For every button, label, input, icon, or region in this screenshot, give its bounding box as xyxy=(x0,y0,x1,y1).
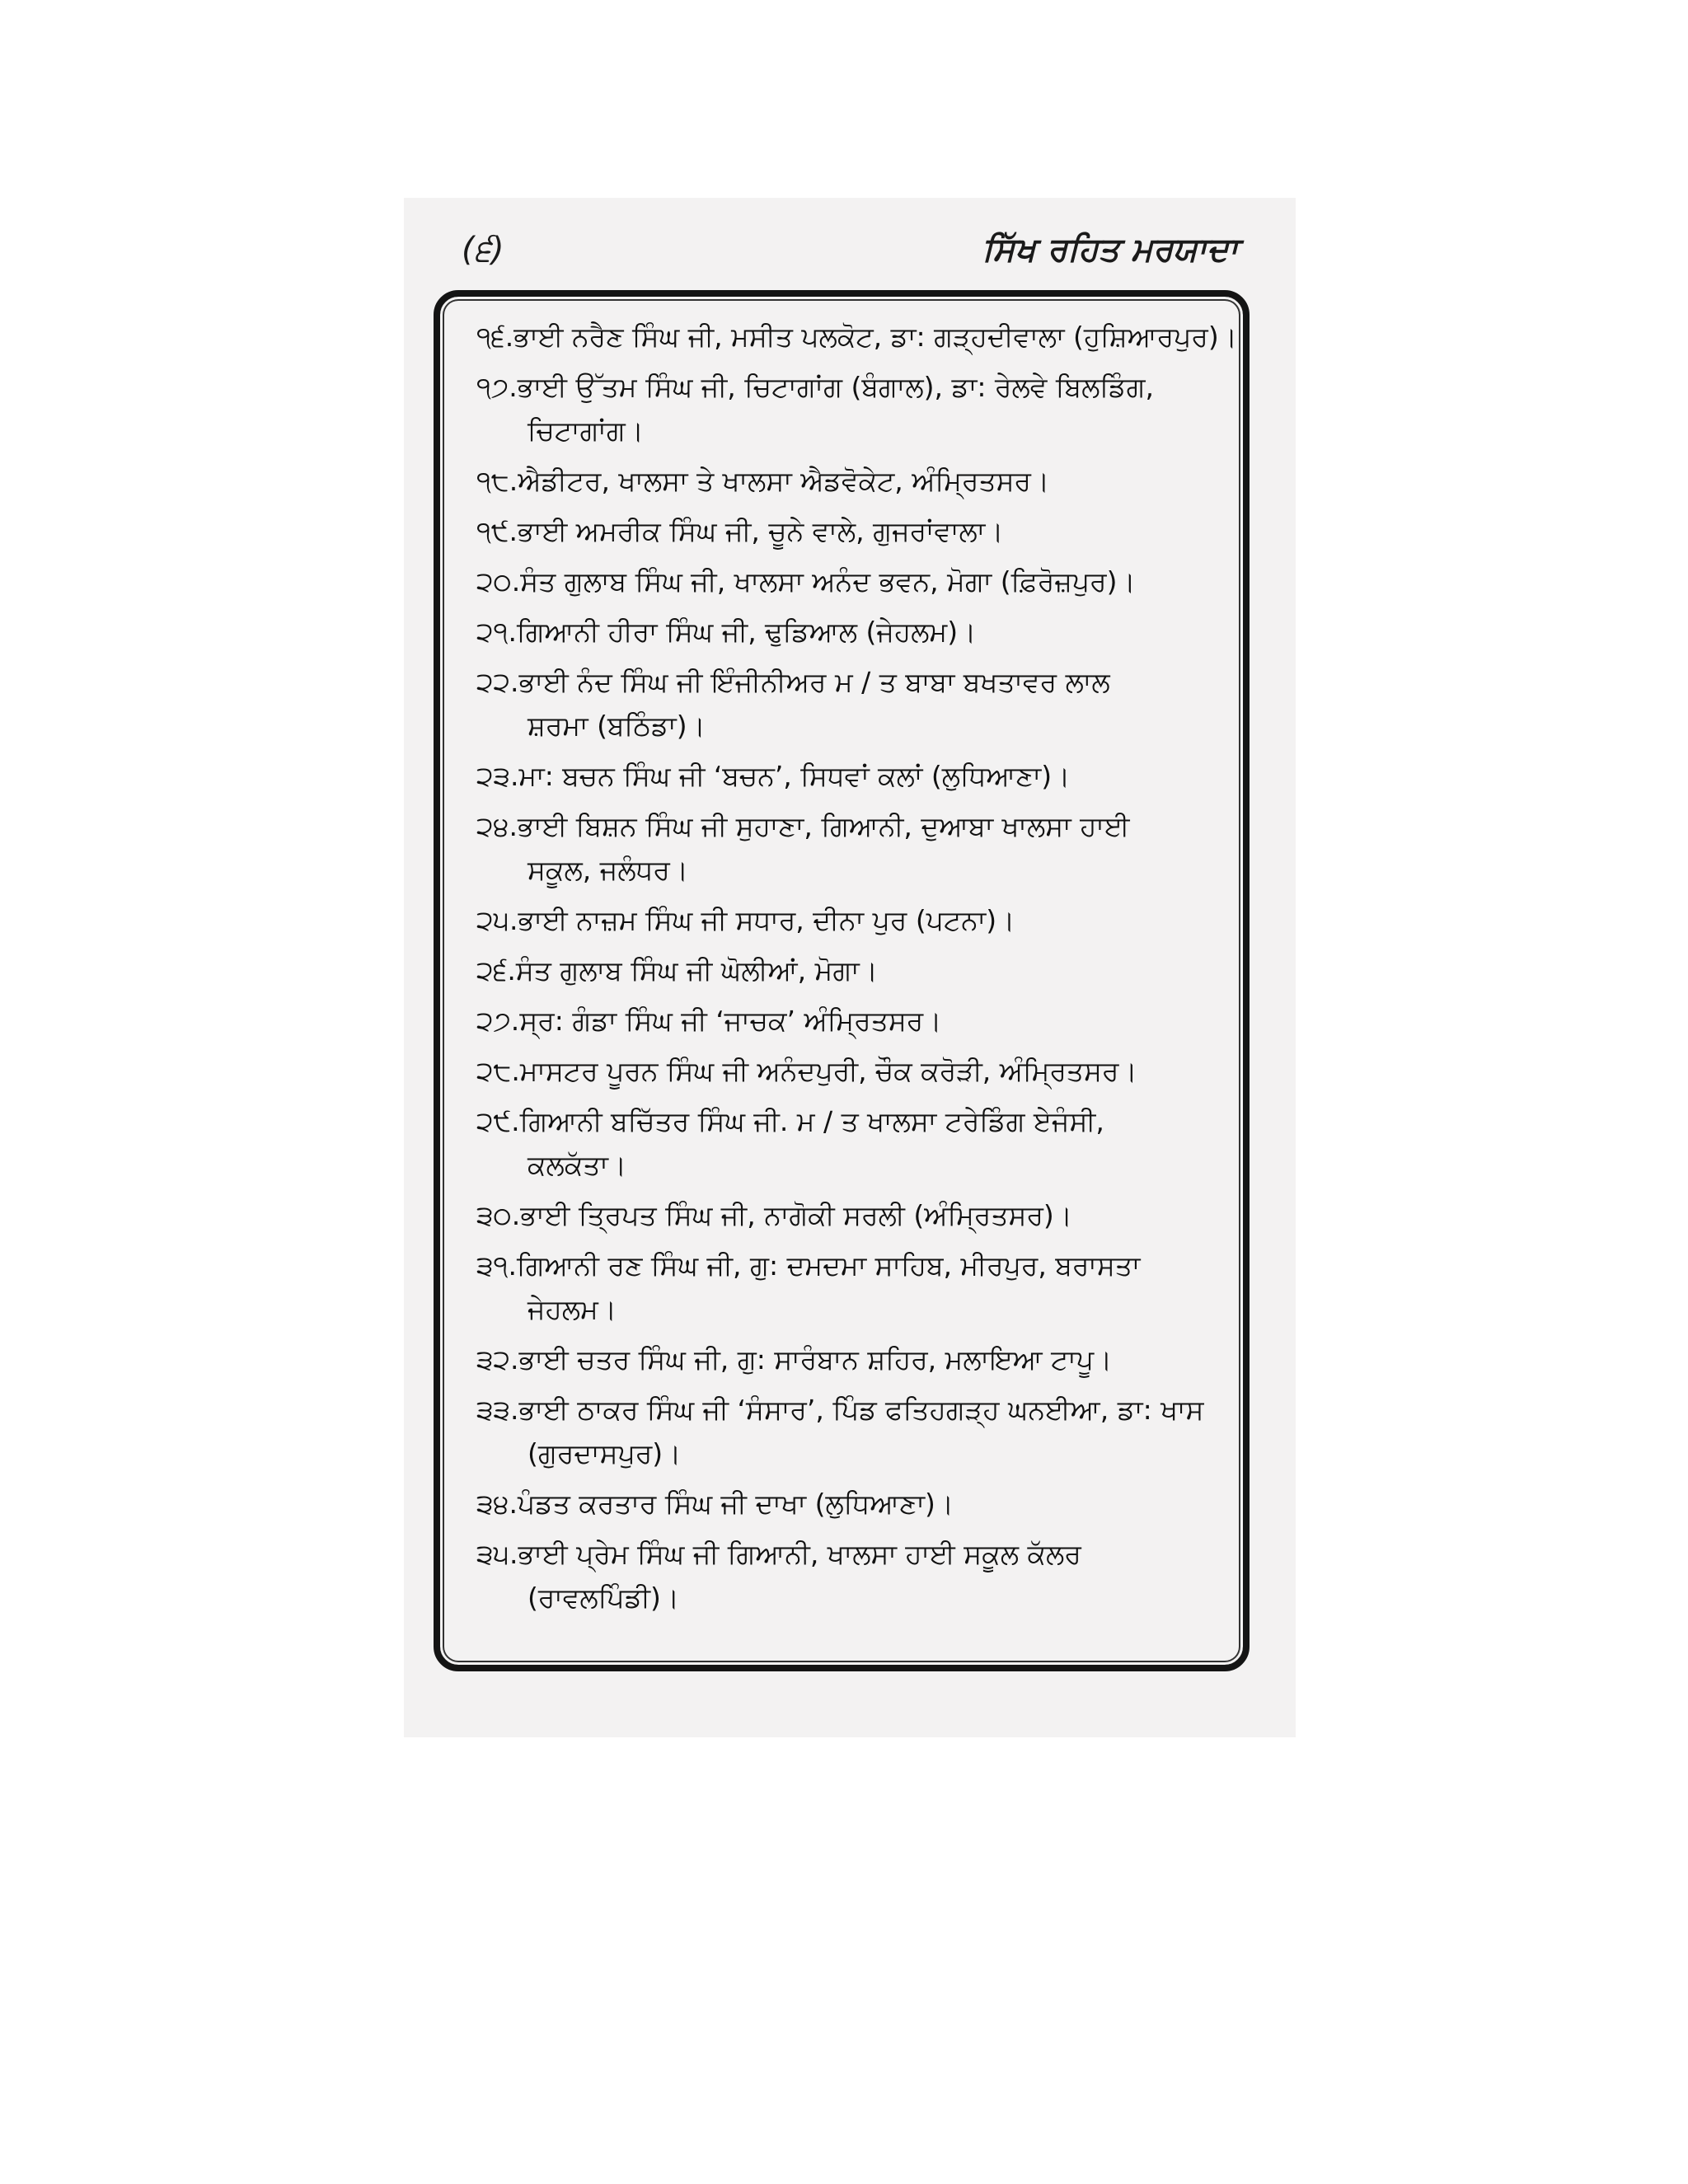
list-item-continuation: (ਗੁਰਦਾਸਪੁਰ)। xyxy=(528,1437,682,1469)
list-item-number: ੩੨. xyxy=(476,1343,519,1376)
list-item-number: ੨੭. xyxy=(476,1005,520,1037)
list-item-text: ਭਾਈ ਨੰਦ ਸਿੰਘ ਜੀ ਇੰਜੀਨੀਅਰ ਮ / ਤ ਬਾਬਾ ਬਖਤਾਵਰ ਲਾਲ xyxy=(518,666,1110,698)
list-item-text: ਭਾਈ ਅਮਰੀਕ ਸਿੰਘ ਜੀ, ਚੂਨੇ ਵਾਲੇ, ਗੁਜਰਾਂਵਾਲਾ। xyxy=(518,515,1004,547)
list-item-number: ੨੯. xyxy=(476,1105,520,1137)
list-item xyxy=(476,1532,1218,1619)
list-item-number: ੩੩. xyxy=(476,1394,519,1426)
list-item-text: ਗਿਆਨੀ ਬਚਿੱਤਰ ਸਿੰਘ ਜੀ. ਮ / ਤ ਖਾਲਸਾ ਟਰੇਡਿੰਗ ਏਜੰਸੀ, xyxy=(519,1105,1104,1137)
list-item-number: ੨੫. xyxy=(476,904,518,936)
list-item-text: ਸੰਤ ਗੁਲਾਬ ਸਿੰਘ ਜੀ, ਖਾਲਸਾ ਅਨੰਦ ਭਵਨ, ਮੋਗਾ (ਫ਼ਿਰੋਜ਼ਪੁਰ)। xyxy=(520,565,1136,598)
list-item xyxy=(476,1049,1218,1093)
list-item xyxy=(476,1338,1218,1381)
list-item-continuation: ਜੇਹਲਮ। xyxy=(528,1293,617,1325)
list-item-text: ਐਡੀਟਰ, ਖਾਲਸਾ ਤੇ ਖਾਲਸਾ ਐਡਵੋਕੇਟ, ਅੰਮ੍ਰਿਤਸਰ। xyxy=(518,465,1050,497)
list-item-continuation: ਸ਼ਰਮਾ (ਬਠਿੰਡਾ)। xyxy=(528,710,706,742)
list-item xyxy=(476,1099,1218,1187)
scanned-page xyxy=(404,198,1296,1737)
list-item xyxy=(476,949,1218,992)
list-item-text: ਸ੍ਰ: ਗੰਡਾ ਸਿੰਘ ਜੀ ‘ਜਾਚਕ’ ਅੰਮ੍ਰਿਤਸਰ। xyxy=(519,1005,942,1037)
list-item-text: ਭਾਈ ਨਾਜ਼ਮ ਸਿੰਘ ਜੀ ਸਧਾਰ, ਦੀਨਾ ਪੁਰ (ਪਟਨਾ)। xyxy=(518,904,1015,936)
list-item-number: ੩੫. xyxy=(476,1538,518,1570)
list-item-continuation: ਕਲਕੱਤਾ। xyxy=(528,1149,627,1181)
list-item-text: ਭਾਈ ਨਰੈਣ ਸਿੰਘ ਜੀ, ਮਸੀਤ ਪਲਕੋਟ, ਡਾ: ਗੜ੍ਹਦੀਵਾਲਾ (ਹੁਸ਼ਿਆਰਪੁਰ)। xyxy=(513,321,1237,353)
list-item xyxy=(476,610,1218,654)
list-item-number: ੧੮. xyxy=(476,465,518,497)
list-item xyxy=(476,660,1218,748)
list-item-text: ਭਾਈ ਠਾਕਰ ਸਿੰਘ ਜੀ ‘ਸੰਸਾਰ’, ਪਿੰਡ ਫਤਿਹਗੜ੍ਹ ਘਨਈਆ, ਡਾ: ਖਾਸ xyxy=(518,1394,1204,1426)
list-item-continuation: ਚਿਟਾਗਾਂਗ। xyxy=(528,415,644,447)
page-header xyxy=(462,231,1238,280)
list-item-text: ਮਾ: ਬਚਨ ਸਿੰਘ ਜੀ ‘ਬਚਨ’, ਸਿਧਵਾਂ ਕਲਾਂ (ਲੁਧਿਆਣਾ)। xyxy=(518,760,1071,792)
list-item-number: ੩੦. xyxy=(476,1199,521,1231)
list-item xyxy=(476,509,1218,553)
list-item xyxy=(476,1193,1218,1237)
list-item-text: ਭਾਈ ਪ੍ਰੇਮ ਸਿੰਘ ਜੀ ਗਿਆਨੀ, ਖਾਲਸਾ ਹਾਈ ਸਕੂਲ ਕੱਲਰ xyxy=(518,1538,1081,1570)
running-title: ਸਿੱਖ ਰਹਿਤ ਮਰਯਾਦਾ xyxy=(982,231,1238,269)
list-item-text: ਗਿਆਨੀ ਹੀਰਾ ਸਿੰਘ ਜੀ, ਢੁਡਿਆਲ (ਜੇਹਲਮ)। xyxy=(516,616,977,648)
list-item-text: ਸੰਤ ਗੁਲਾਬ ਸਿੰਘ ਜੀ ਘੋਲੀਆਂ, ਮੋਗਾ। xyxy=(515,954,878,987)
list-item-number: ੨੮. xyxy=(476,1055,520,1087)
list-item-number: ੨੧. xyxy=(476,616,517,648)
list-item xyxy=(476,754,1218,798)
list-item-text: ਗਿਆਨੀ ਰਣ ਸਿੰਘ ਜੀ, ਗੁ: ਦਮਦਮਾ ਸਾਹਿਬ, ਮੀਰਪੁਰ, ਬਰਾਸਤਾ xyxy=(516,1249,1141,1282)
list-item xyxy=(476,804,1218,892)
list-item xyxy=(476,560,1218,603)
list-item-number: ੩੧. xyxy=(476,1249,517,1282)
content-border-box xyxy=(434,290,1250,1671)
list-item-text: ਭਾਈ ਬਿਸ਼ਨ ਸਿੰਘ ਜੀ ਸੁਹਾਣਾ, ਗਿਆਨੀ, ਦੁਆਬਾ ਖਾਲਸਾ ਹਾਈ xyxy=(518,810,1130,842)
list-item-text: ਪੰਡਤ ਕਰਤਾਰ ਸਿੰਘ ਜੀ ਦਾਖਾ (ਲੁਧਿਆਣਾ)। xyxy=(518,1488,954,1520)
list-item-text: ਮਾਸਟਰ ਪੂਰਨ ਸਿੰਘ ਜੀ ਅਨੰਦਪੁਰੀ, ਚੌਕ ਕਰੋੜੀ, ਅੰਮ੍ਰਿਤਸਰ। xyxy=(519,1055,1137,1087)
list-item-text: ਭਾਈ ਤ੍ਰਿਪਤ ਸਿੰਘ ਜੀ, ਨਾਗੋਕੀ ਸਰਲੀ (ਅੰਮ੍ਰਿਤਸਰ)। xyxy=(520,1199,1073,1231)
list-item-number: ੨੬. xyxy=(476,954,516,987)
list-item-number: ੨੨. xyxy=(476,666,519,698)
list-item-text: ਭਾਈ ਉੱਤਮ ਸਿੰਘ ਜੀ, ਚਿਟਾਗਾਂਗ (ਬੰਗਾਲ), ਡਾ: ਰੇਲਵੇ ਬਿਲਡਿੰਗ, xyxy=(517,371,1154,403)
list-item xyxy=(476,1244,1218,1331)
member-list xyxy=(440,297,1243,1619)
list-item-continuation: (ਰਾਵਲਪਿੰਡੀ)। xyxy=(528,1582,680,1614)
list-item-number: ੧੭. xyxy=(476,371,518,403)
list-item xyxy=(476,1388,1218,1475)
list-item xyxy=(476,999,1218,1043)
list-item-continuation: ਸਕੂਲ, ਜਲੰਧਰ। xyxy=(528,854,689,886)
list-item xyxy=(476,315,1237,359)
list-item xyxy=(476,365,1218,452)
list-item-number: ੨੦. xyxy=(476,565,521,598)
list-item xyxy=(476,898,1218,942)
list-item-number: ੧੬. xyxy=(476,321,514,353)
list-item xyxy=(476,1482,1218,1526)
list-item-number: ੨੪. xyxy=(476,810,518,842)
list-item-number: ੩੪. xyxy=(476,1488,518,1520)
page-number: (੬) xyxy=(462,231,504,269)
list-item-text: ਭਾਈ ਚਤਰ ਸਿੰਘ ਜੀ, ਗੁ: ਸਾਰੰਬਾਨ ਸ਼ਹਿਰ, ਮਲਾਇਆ ਟਾਪੂ। xyxy=(518,1343,1113,1376)
list-item-number: ੧੯. xyxy=(476,515,518,547)
list-item-number: ੨੩. xyxy=(476,760,519,792)
list-item xyxy=(476,459,1218,503)
